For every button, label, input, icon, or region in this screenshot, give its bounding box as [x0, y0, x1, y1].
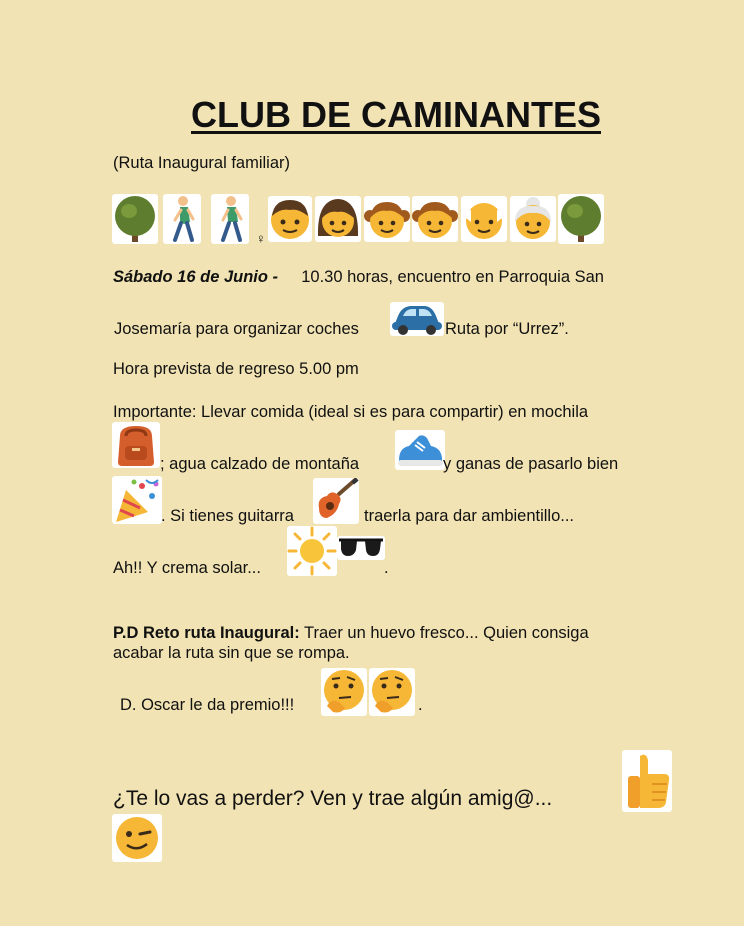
girl-icon — [364, 196, 410, 242]
backpack-icon — [112, 422, 160, 468]
tree-icon — [558, 194, 604, 244]
page-title: CLUB DE CAMINANTES — [191, 94, 601, 135]
winking-face-icon — [112, 814, 162, 862]
old-man-icon — [461, 196, 507, 242]
woman-icon — [315, 196, 361, 242]
girl-icon — [412, 196, 458, 242]
pd-text: Traer un huevo fresco... Quien consiga — [299, 624, 589, 642]
sunglasses-icon — [337, 536, 385, 560]
closing-text: ¿Te lo vas a perder? Ven y trae algún amig@... — [113, 787, 553, 810]
important-text: Importante: Llevar comida (ideal si es para compartir) en mochila — [113, 403, 589, 421]
josemaria-text: Josemaría para organizar coches — [114, 320, 359, 338]
date-line — [113, 268, 604, 287]
prize-end: . — [418, 696, 423, 714]
route-text: Ruta por “Urrez”. — [445, 320, 569, 338]
date-label: Sábado 16 de Junio - — [113, 268, 279, 286]
man-walking-icon — [163, 194, 201, 244]
meeting-text: 10.30 horas, encuentro en Parroquia San — [301, 268, 604, 286]
thinking-face-icon — [321, 668, 367, 716]
prize-text: D. Oscar le da premio!!! — [120, 696, 295, 714]
sun-icon — [287, 526, 337, 576]
subtitle: (Ruta Inaugural familiar) — [113, 154, 290, 172]
old-woman-icon — [510, 196, 556, 242]
sneaker-icon — [395, 430, 445, 470]
thumbs-up-icon — [622, 750, 672, 812]
return-time: Hora prevista de regreso 5.00 pm — [113, 360, 359, 378]
water-text: ; agua calzado de montaña — [160, 455, 360, 473]
female-sign: ♀ — [256, 231, 266, 246]
thinking-face-icon — [369, 668, 415, 716]
party-popper-icon — [112, 476, 162, 524]
guitar-icon — [313, 478, 359, 524]
pd-line — [113, 624, 589, 643]
tree-icon — [112, 194, 158, 244]
car-icon — [390, 302, 444, 336]
guitar-text: . Si tienes guitarra — [161, 507, 294, 525]
pd-text-2: acabar la ruta sin que se rompa. — [113, 644, 350, 662]
boy-icon — [268, 196, 312, 242]
sunscreen-end: . — [384, 559, 389, 577]
ambience-text: traerla para dar ambientillo... — [364, 507, 575, 525]
sunscreen-text: Ah!! Y crema solar... — [113, 559, 261, 577]
pd-label: P.D Reto ruta Inaugural: — [113, 624, 300, 642]
woman-walking-icon — [211, 194, 249, 244]
desire-text: y ganas de pasarlo bien — [443, 455, 619, 473]
